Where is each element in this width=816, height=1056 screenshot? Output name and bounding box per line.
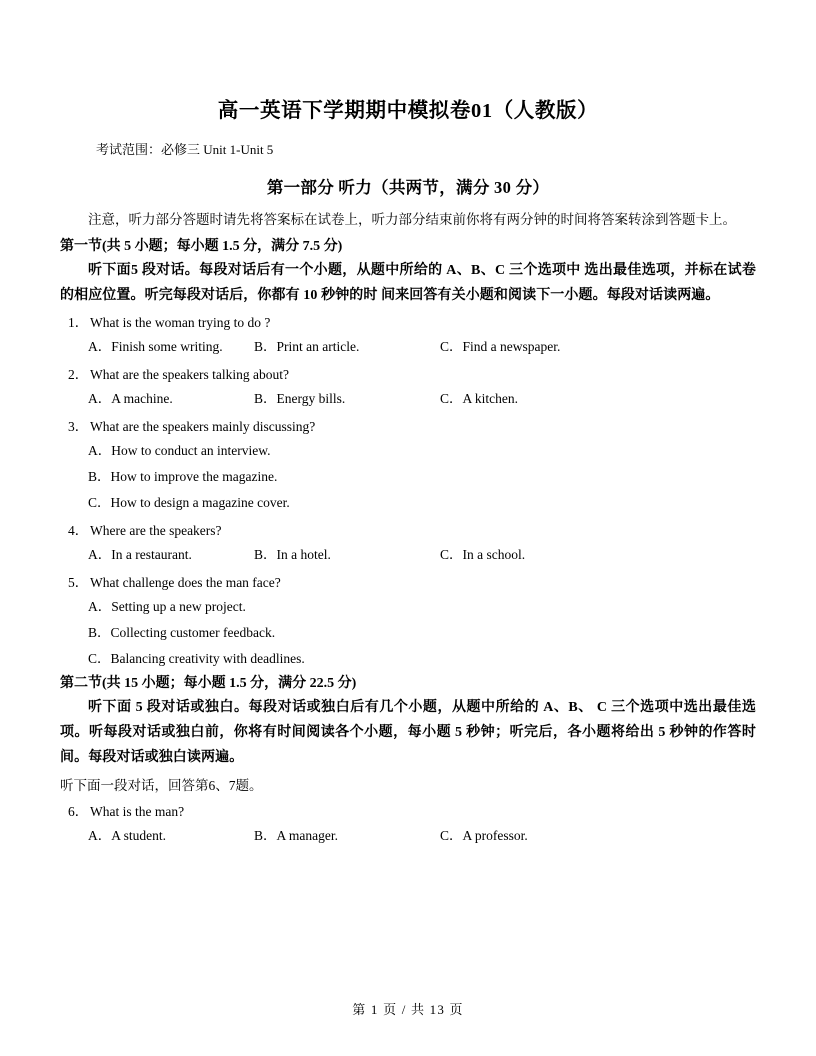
question-item	[60, 801, 756, 823]
option-b[interactable]: B．Print an article.	[254, 339, 360, 354]
section-one-instruction: 听下面5 段对话。每段对话后有一个小题，从题中所给的 A、B、C 三个选项中 选出最佳选项，并标在试卷的相应位置。听完每段对话后，你都有 10 秒钟的时 间来回答有关小题和阅读下一小题。每段对话读两遍。	[60, 263, 756, 303]
option-b[interactable]: B．In a hotel.	[254, 547, 331, 562]
option-a[interactable]: A．How to conduct an interview.	[88, 443, 271, 458]
part-one-heading: 第一部分 听力（共两节，满分 30 分）	[266, 178, 550, 197]
options-stack	[60, 594, 756, 672]
question-item	[60, 520, 756, 542]
exam-scope-line: 考试范围：必修三 Unit 1-Unit 5	[96, 142, 274, 157]
option-c[interactable]: C．Balancing creativity with deadlines.	[88, 651, 305, 666]
question-number: 5．	[68, 575, 89, 590]
option-b[interactable]: B．How to improve the magazine.	[88, 469, 278, 484]
option-b[interactable]: B．Energy bills.	[254, 391, 346, 406]
question-number: 3．	[68, 419, 89, 434]
question-text: What is the woman trying to do ?	[90, 315, 271, 330]
option-a[interactable]: A．A machine.	[88, 391, 173, 406]
question-text: What are the speakers talking about?	[90, 367, 290, 382]
question-item	[60, 416, 756, 438]
option-c[interactable]: C．A professor.	[440, 828, 528, 843]
option-c[interactable]: C．In a school.	[440, 547, 526, 562]
option-b[interactable]: B．A manager.	[254, 828, 338, 843]
question-number: 2．	[68, 367, 89, 382]
section-two-instruction: 听下面 5 段对话或独白。每段对话或独白后有几个小题，从题中所给的 A、B、 C 三个选项中选出最佳选项。听每段对话或独白前，你将有时间阅读各个小题，每小题 5 秒钟；听完后，各小题将给出 5 秒钟的作答时间。每段对话或独白读两遍。	[60, 700, 756, 765]
question-number: 1．	[68, 315, 89, 330]
question-text: What is the man?	[90, 804, 185, 819]
option-c[interactable]: C．Find a newspaper.	[440, 339, 561, 354]
section-one-heading: 第一节(共 5 小题；每小题 1.5 分，满分 7.5 分)	[60, 239, 343, 254]
options-row	[60, 334, 756, 360]
question-number: 6．	[68, 804, 89, 819]
option-c[interactable]: C．How to design a magazine cover.	[88, 495, 290, 510]
question-item	[60, 312, 756, 334]
question-text: Where are the speakers?	[90, 523, 222, 538]
option-c[interactable]: C．A kitchen.	[440, 391, 518, 406]
page-title: 高一英语下学期期中模拟卷01（人教版）	[217, 100, 599, 122]
question-item	[60, 572, 756, 594]
option-a[interactable]: A．A student.	[88, 828, 167, 843]
question-number: 4．	[68, 523, 89, 538]
option-b[interactable]: B．Collecting customer feedback.	[88, 625, 276, 640]
options-row	[60, 542, 756, 568]
question-text: What are the speakers mainly discussing?	[90, 419, 316, 434]
question-item	[60, 364, 756, 386]
dialogue-intro: 听下面一段对话，回答第6、7题。	[60, 778, 263, 793]
options-row	[60, 823, 756, 849]
option-a[interactable]: A．In a restaurant.	[88, 547, 192, 562]
listening-notice: 注意，听力部分答题时请先将答案标在试卷上，听力部分结束前你将有两分钟的时间将答案转涂到答题卡上。	[88, 212, 736, 227]
page-footer: 第 1 页 / 共 13 页	[352, 1002, 464, 1017]
section-two-heading: 第二节(共 15 小题；每小题 1.5 分，满分 22.5 分)	[60, 676, 357, 691]
question-text: What challenge does the man face?	[90, 575, 281, 590]
option-a[interactable]: A．Finish some writing.	[88, 339, 223, 354]
options-stack	[60, 438, 756, 516]
options-row	[60, 386, 756, 412]
option-a[interactable]: A．Setting up a new project.	[88, 599, 246, 614]
